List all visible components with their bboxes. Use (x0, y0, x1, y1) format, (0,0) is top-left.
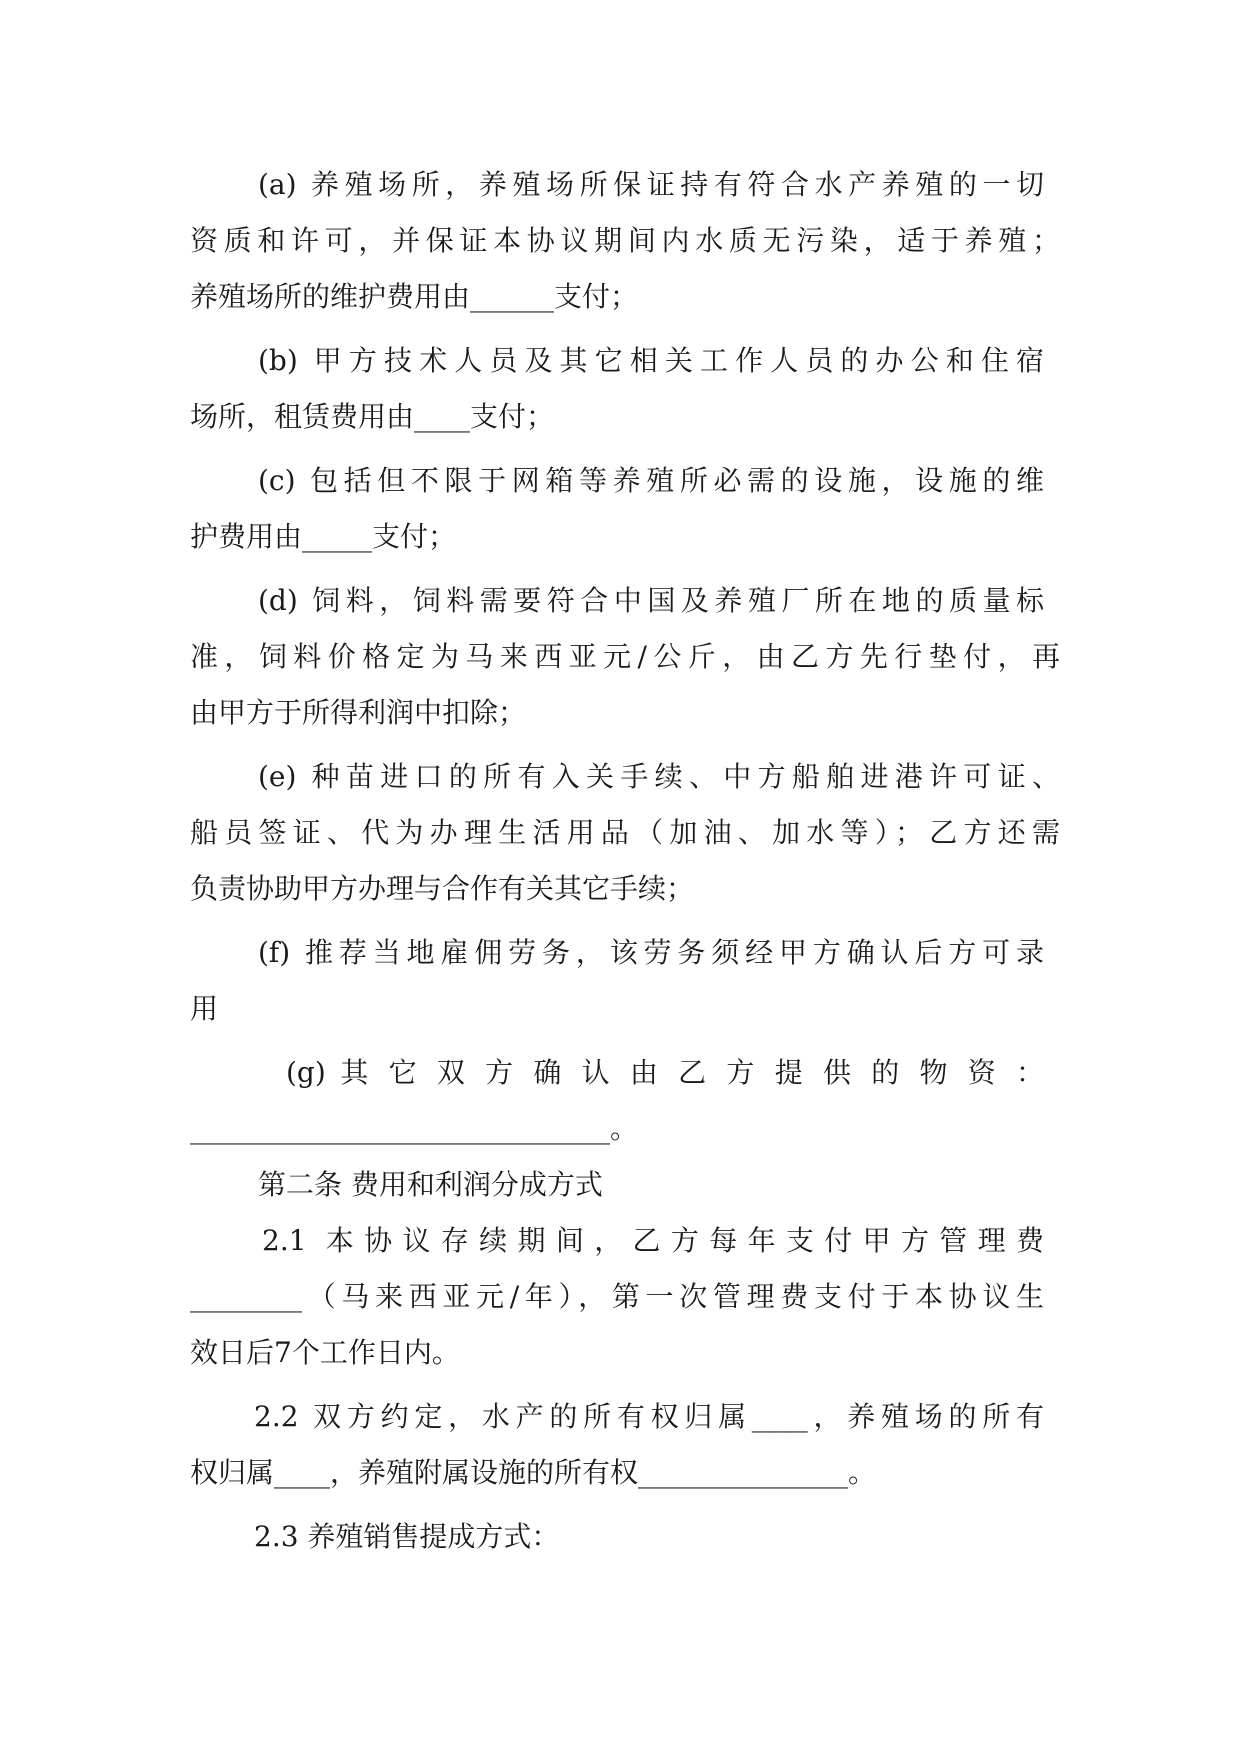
text-line: (d) 饲料，饲料需要符合中国及养殖厂所在地的质量标 (258, 584, 1044, 617)
text-line: 护费用由_____支付； (190, 520, 457, 553)
text-line: 2.1 本协议存续期间，乙方每年支付甲方管理费 (262, 1224, 1044, 1257)
text-line: 资质和许可，并保证本协议期间内水质无污染，适于养殖； (190, 224, 1060, 257)
text-line: 权归属____，养殖附属设施的所有权_______________。 (190, 1456, 877, 1489)
text-line: 用 (190, 992, 219, 1025)
text-line: 养殖场所的维护费用由______支付； (190, 280, 639, 313)
text-line: ______________________________。 (190, 1112, 639, 1145)
text-line: (e) 种苗进口的所有入关手续、中方船舶进港许可证、 (258, 760, 1060, 793)
text-line: (g) 其 它 双 方 确 认 由 乙 方 提 供 的 物 资 ： (286, 1056, 1044, 1089)
text-line: (c) 包括但不限于网箱等养殖所必需的设施，设施的维 (258, 464, 1044, 497)
text-line: 场所，租赁费用由____支付； (190, 400, 555, 433)
section-heading: 第二条 费用和利润分成方式 (258, 1168, 603, 1201)
text-line: 准，饲料价格定为马来西亚元/公斤，由乙方先行垫付，再 (190, 640, 1060, 673)
text-line: (a) 养殖场所，养殖场所保证持有符合水产养殖的一切 (258, 168, 1044, 201)
text-line: ________（马来西亚元/年），第一次管理费支付于本协议生 (190, 1280, 1044, 1313)
text-line: 船员签证、代为办理生活用品（加油、加水等）；乙方还需 (190, 816, 1060, 849)
text-line: (b) 甲方技术人员及其它相关工作人员的办公和住宿 (258, 344, 1044, 377)
text-line: 负责协助甲方办理与合作有关其它手续； (190, 872, 695, 905)
text-line: (f) 推荐当地雇佣劳务，该劳务须经甲方确认后方可录 (258, 936, 1044, 969)
text-line: 效日后7个工作日内。 (190, 1336, 460, 1369)
text-line: 2.3 养殖销售提成方式： (254, 1520, 560, 1553)
text-line: 由甲方于所得利润中扣除； (190, 696, 527, 729)
text-line: 2.2 双方约定，水产的所有权归属____，养殖场的所有 (254, 1400, 1044, 1433)
